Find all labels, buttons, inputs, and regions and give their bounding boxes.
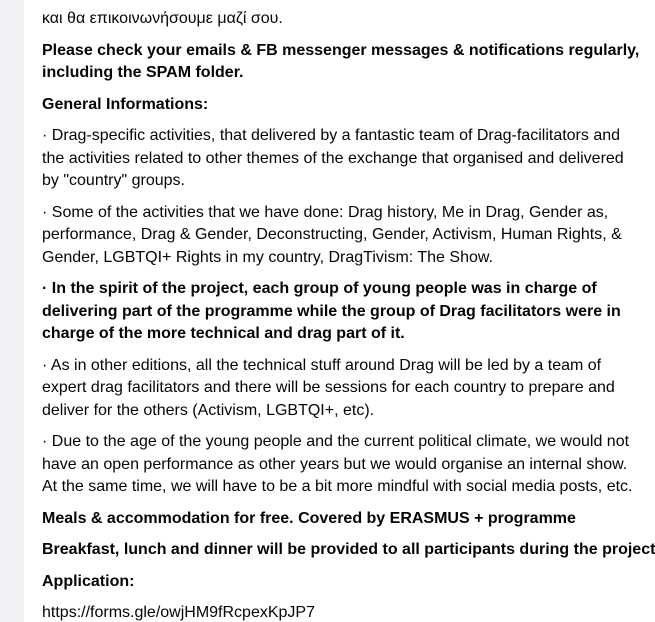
post-paragraph <box>42 355 655 423</box>
post-paragraph <box>42 508 655 531</box>
text-line: deliver for the others (Activism, LGBTQI+, etc). <box>42 401 375 419</box>
post-paragraph <box>42 431 655 499</box>
text-line: Meals & accommodation for free. Covered by ERASMUS + programme <box>42 509 576 527</box>
text-line: Breakfast, lunch and dinner will be provided to all participants during the project <box>42 541 655 558</box>
post-paragraph <box>42 539 655 562</box>
text-line: charge of the more technical and drag part of it. <box>42 325 405 342</box>
text-line: delivering part of the programme while the group of Drag facilitators were in <box>42 302 621 320</box>
text-line: και θα επικοινωνήσουμε μαζί σου. <box>42 10 283 27</box>
text-line: Please check your emails & FB messenger messages & notifications regularly, <box>42 41 640 59</box>
application-form-link[interactable]: https://forms.gle/owjHM9fRcpexKpJP7 <box>42 604 315 621</box>
text-line: At the same time, we will have to be a bit more mindful with social media posts, etc. <box>42 478 633 495</box>
text-line: have an open performance as other years but we would organise an internal show. <box>42 455 628 473</box>
text-line: · Due to the age of the young people and the current political climate, we would not <box>42 433 630 450</box>
post-paragraph <box>42 8 655 31</box>
text-line: by "country" groups. <box>42 172 185 189</box>
text-line: General Informations: <box>42 95 209 113</box>
post-text <box>42 0 655 622</box>
post-paragraph <box>42 125 655 193</box>
text-line: · Some of the activities that we have done: Drag history, Me in Drag, Gender as, <box>42 203 609 221</box>
post-paragraph <box>42 202 655 270</box>
text-line: · As in other editions, all the technical stuff around Drag will be led by a team of <box>42 356 602 374</box>
text-line: · Drag-specific activities, that delivered by a fantastic team of Drag-facilitators and <box>42 127 621 144</box>
text-line: the activities related to other themes of the exchange that organised and delivered <box>42 149 624 167</box>
post-paragraph <box>42 40 655 85</box>
text-line: Gender, LGBTQI+ Rights in my country, DragTivism: The Show. <box>42 248 493 266</box>
text-line: expert drag facilitators and there will be sessions for each country to prepare and <box>42 379 615 396</box>
text-line: performance, Drag & Gender, Deconstructing, Gender, Activism, Human Rights, & <box>42 226 622 243</box>
post-paragraph <box>42 571 655 594</box>
post-paragraph <box>42 602 655 622</box>
post-card <box>24 0 655 622</box>
text-line: · In the spirit of the project, each group of young people was in charge of <box>42 280 597 297</box>
text-line: Application: <box>42 572 135 590</box>
post-paragraph <box>42 94 655 117</box>
text-line: including the SPAM folder. <box>42 64 244 81</box>
post-paragraph <box>42 278 655 346</box>
